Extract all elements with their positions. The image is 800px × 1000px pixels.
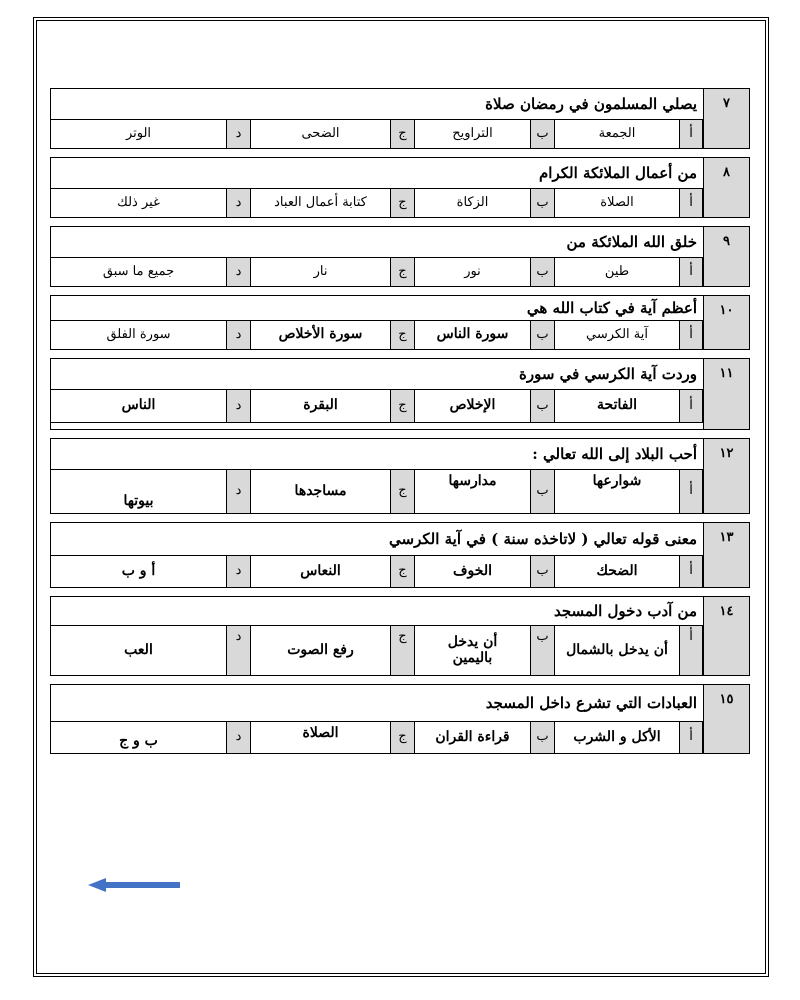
question-text: العبادات التي تشرع داخل المسجد <box>51 685 703 722</box>
option-letter-c: ج <box>390 722 414 753</box>
option-d[interactable]: بيوتها <box>123 492 154 509</box>
option-letter-a: أ <box>679 722 703 753</box>
question-number: ١٣ <box>703 523 749 587</box>
option-letter-b: ب <box>530 189 554 217</box>
option-letter-a: أ <box>679 189 703 217</box>
option-c[interactable]: مساجدها <box>250 470 390 513</box>
option-c[interactable]: الضحى <box>250 120 390 148</box>
question-text: خلق الله الملائكة من <box>51 227 703 258</box>
option-letter-a: أ <box>679 120 703 148</box>
option-b[interactable]: الزكاة <box>414 189 530 217</box>
option-d[interactable]: جميع ما سبق <box>102 263 175 279</box>
option-b[interactable]: قراءة القران <box>414 722 530 753</box>
question-7 <box>50 88 750 149</box>
option-letter-a: أ <box>679 321 703 349</box>
question-8 <box>50 157 750 218</box>
question-13 <box>50 522 750 588</box>
option-c[interactable]: كتابة أعمال العباد <box>250 189 390 217</box>
option-letter-b: ب <box>530 626 554 675</box>
option-a[interactable]: الضحك <box>554 556 679 587</box>
question-text: من آدب دخول المسجد <box>51 597 703 626</box>
option-a[interactable]: أن يدخل بالشمال <box>554 626 679 675</box>
option-letter-c: ج <box>390 626 414 675</box>
option-letter-a: أ <box>679 556 703 587</box>
question-text: من أعمال الملائكة الكرام <box>51 158 703 189</box>
question-number: ١٥ <box>703 685 749 753</box>
option-b[interactable]: مدارسها <box>414 470 530 513</box>
option-letter-d: د <box>226 626 250 675</box>
option-letter-c: ج <box>390 258 414 286</box>
question-number: ٧ <box>703 89 749 148</box>
option-letter-b: ب <box>530 258 554 286</box>
option-d[interactable]: ب و ج <box>119 732 158 749</box>
option-d[interactable]: الوتر <box>125 125 152 141</box>
option-b[interactable]: التراويح <box>414 120 530 148</box>
option-a[interactable]: شوارعها <box>554 470 679 513</box>
option-letter-a: أ <box>679 390 703 422</box>
option-letter-d: د <box>226 390 250 422</box>
question-number: ١٤ <box>703 597 749 675</box>
left-arrow-icon[interactable] <box>88 878 180 892</box>
option-b[interactable]: الخوف <box>414 556 530 587</box>
option-letter-b: ب <box>530 390 554 422</box>
option-letter-b: ب <box>530 321 554 349</box>
option-a[interactable]: الأكل و الشرب <box>554 722 679 753</box>
option-letter-d: د <box>226 189 250 217</box>
question-number: ٩ <box>703 227 749 286</box>
question-12 <box>50 438 750 514</box>
question-text: أعظم آية في كتاب الله هي <box>51 296 703 321</box>
option-c[interactable]: الصلاة <box>250 722 390 753</box>
option-letter-c: ج <box>390 120 414 148</box>
option-c[interactable]: رفع الصوت <box>250 626 390 675</box>
option-letter-a: أ <box>679 258 703 286</box>
option-letter-d: د <box>226 722 250 753</box>
option-c[interactable]: سورة الأخلاص <box>250 321 390 349</box>
option-letter-a: أ <box>679 470 703 513</box>
option-letter-d: د <box>226 556 250 587</box>
option-letter-b: ب <box>530 722 554 753</box>
question-list <box>50 88 750 762</box>
question-text: أحب البلاد إلى الله تعالي : <box>51 439 703 470</box>
option-a[interactable]: الفاتحة <box>554 390 679 422</box>
option-letter-c: ج <box>390 470 414 513</box>
question-number: ١٠ <box>703 296 749 349</box>
option-a[interactable]: آية الكرسي <box>554 321 679 349</box>
option-letter-b: ب <box>530 470 554 513</box>
option-letter-d: د <box>226 321 250 349</box>
option-d[interactable]: سورة الفلق <box>106 326 171 342</box>
question-15 <box>50 684 750 754</box>
question-text: معنى قوله تعالي ( لاتاخذه سنة ) في آية الكرسي <box>51 523 703 556</box>
option-a[interactable]: الصلاة <box>554 189 679 217</box>
question-number: ١٢ <box>703 439 749 513</box>
option-letter-c: ج <box>390 390 414 422</box>
option-d[interactable]: أ و ب <box>121 562 156 579</box>
question-text: وردت آية الكرسي في سورة <box>51 359 703 390</box>
option-c[interactable]: نار <box>250 258 390 286</box>
option-b[interactable]: أن يدخل باليمين <box>414 626 530 675</box>
option-letter-c: ج <box>390 556 414 587</box>
option-c[interactable]: البقرة <box>250 390 390 422</box>
question-9 <box>50 226 750 287</box>
option-letter-d: د <box>226 470 250 513</box>
question-text: يصلي المسلمون في رمضان صلاة <box>51 89 703 120</box>
option-b[interactable]: سورة الناس <box>414 321 530 349</box>
option-c[interactable]: النعاس <box>250 556 390 587</box>
option-letter-c: ج <box>390 321 414 349</box>
question-number: ١١ <box>703 359 749 429</box>
question-10 <box>50 295 750 350</box>
option-letter-b: ب <box>530 556 554 587</box>
option-b[interactable]: الإخلاص <box>414 390 530 422</box>
option-a[interactable]: الجمعة <box>554 120 679 148</box>
option-letter-a: أ <box>679 626 703 675</box>
option-b[interactable]: نور <box>414 258 530 286</box>
option-d[interactable]: غير ذلك <box>117 194 160 210</box>
option-d[interactable]: الناس <box>121 397 156 414</box>
option-letter-d: د <box>226 258 250 286</box>
option-letter-c: ج <box>390 189 414 217</box>
question-11 <box>50 358 750 430</box>
option-letter-d: د <box>226 120 250 148</box>
option-d[interactable]: العب <box>124 641 153 658</box>
option-letter-b: ب <box>530 120 554 148</box>
question-14 <box>50 596 750 676</box>
option-a[interactable]: طين <box>554 258 679 286</box>
question-number: ٨ <box>703 158 749 217</box>
